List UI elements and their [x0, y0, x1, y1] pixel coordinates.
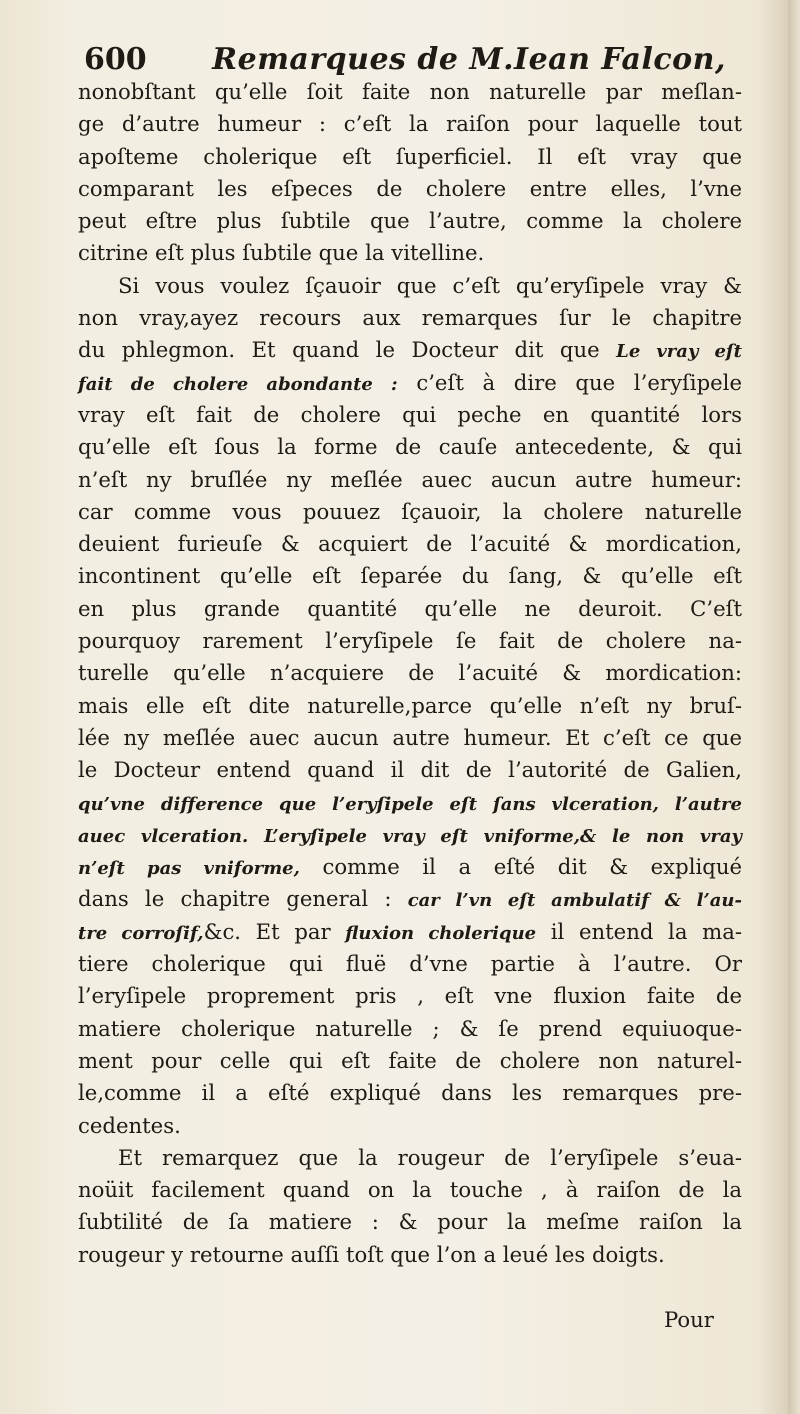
text-segment: mais elle eſt dite naturelle,parce qu’elle n’eſt ny bruſ- — [78, 692, 742, 718]
italic-text: fluxion cholerique — [345, 922, 537, 944]
text-segment: c’eſt à dire que l’eryſipele — [397, 369, 742, 395]
text-segment: le Docteur entend quand il dit de l’autorité de Galien, — [78, 757, 742, 783]
catchword: Pour — [664, 1307, 714, 1332]
text-line — [78, 560, 742, 592]
text-segment: citrine eſt plus ſubtile que la vitelline. — [78, 240, 485, 266]
text-line — [78, 431, 742, 463]
text-segment: l’eryſipele proprement pris , eſt vne fluxion faite de — [78, 983, 742, 1009]
text-line — [78, 657, 742, 689]
text-segment: n’eſt ny bruſlée ny meſlée auec aucun autre humeur: — [78, 466, 742, 492]
text-line — [78, 205, 742, 237]
text-segment: rougeur y retourne auſſi toſt que l’on a leué les doigts. — [78, 1241, 665, 1267]
text-line — [78, 141, 742, 173]
running-title: Remarques de M.Iean Falcon, — [212, 42, 726, 77]
text-segment: ment pour celle qui eſt faite de cholere non naturel- — [78, 1047, 742, 1073]
page-edge — [788, 0, 800, 1414]
body-text — [78, 76, 742, 1271]
italic-text: car l’vn eſt ambulatif & l’au- — [407, 890, 742, 912]
text-segment: ge d’autre humeur : c’eſt la raiſon pour laquelle tout — [78, 111, 742, 137]
text-line — [78, 1206, 742, 1238]
text-line — [78, 1013, 742, 1045]
text-line — [78, 722, 742, 754]
text-segment: du phlegmon. Et quand le Docteur dit que — [78, 337, 617, 363]
text-line — [78, 819, 742, 851]
page-number: 600 — [84, 42, 147, 77]
text-segment: ſubtilité de ſa matiere : & pour la meſme raiſon la — [78, 1209, 742, 1235]
text-segment: comparant les eſpeces de cholere entre elles, l’vne — [78, 175, 742, 201]
text-line — [78, 237, 742, 269]
text-segment: pourquoy rarement l’eryſipele ſe fait de cholere na- — [78, 628, 742, 654]
text-line — [78, 1174, 742, 1206]
text-line — [78, 1239, 742, 1271]
text-line — [78, 76, 742, 108]
italic-text: fait de cholere abondante : — [78, 373, 398, 395]
text-line — [78, 593, 742, 625]
text-segment: &c. Et par — [203, 918, 346, 944]
text-line — [78, 625, 742, 657]
text-segment: il entend la ma- — [536, 918, 742, 944]
italic-text: n’eſt pas vniforme, — [78, 858, 300, 880]
text-line — [78, 1110, 742, 1142]
text-line — [78, 980, 742, 1012]
italic-text: tre corroſif, — [78, 922, 204, 944]
text-line — [78, 496, 742, 528]
text-segment: incontinent qu’elle eſt ſeparée du ſang, & qu’elle eſt — [78, 563, 742, 589]
text-segment: comme il a eſté dit & expliqué — [299, 854, 742, 880]
text-segment: nonobſtant qu’elle ſoit faite non naturelle par meſlan- — [78, 79, 742, 104]
italic-text: Le vray eſt — [616, 341, 742, 363]
text-line — [78, 754, 742, 786]
text-segment: turelle qu’elle n’acquiere de l’acuité & mordication: — [78, 660, 742, 686]
text-line — [78, 270, 742, 302]
text-segment: vray eſt fait de cholere qui peche en quantité lors — [78, 401, 742, 427]
text-line — [78, 334, 742, 366]
text-line — [78, 1045, 742, 1077]
text-segment: matiere cholerique naturelle ; & ſe prend equiuoque- — [78, 1015, 742, 1041]
text-line — [78, 851, 742, 883]
text-line — [78, 787, 742, 819]
text-segment: en plus grande quantité qu’elle ne deuroit. C’eſt — [78, 595, 742, 621]
text-line — [78, 883, 742, 915]
text-segment: deuient furieuſe & acquiert de l’acuité & mordication, — [78, 531, 742, 557]
text-line — [78, 528, 742, 560]
text-line — [78, 690, 742, 722]
text-segment: qu’elle eſt ſous la forme de cauſe antecedente, & qui — [78, 434, 742, 460]
text-line — [78, 464, 742, 496]
text-segment: dans le chapitre general : — [78, 886, 408, 912]
text-line — [78, 367, 742, 399]
text-line — [78, 948, 742, 980]
text-segment: cedentes. — [78, 1112, 181, 1138]
text-line — [78, 302, 742, 334]
text-line — [78, 108, 742, 140]
text-segment: car comme vous pouuez ſçauoir, la cholere naturelle — [78, 498, 742, 524]
text-segment: lée ny meſlée auec aucun autre humeur. Et c’eſt ce que — [78, 724, 742, 750]
text-segment: Si vous voulez ſçauoir que c’eſt qu’eryſipele vray & — [118, 272, 742, 298]
italic-text: qu’vne difference que l’eryſipele eſt ſans vlceration, l’autre — [78, 793, 742, 815]
text-line — [78, 399, 742, 431]
text-line — [78, 916, 742, 948]
text-line — [78, 173, 742, 205]
text-line — [78, 1077, 742, 1109]
text-segment: le,comme il a eſté expliqué dans les remarques pre- — [78, 1080, 742, 1106]
text-segment: Et remarquez que la rougeur de l’eryſipele s’eua- — [118, 1144, 742, 1170]
text-line — [78, 1142, 742, 1174]
text-segment: noüit facilement quand on la touche , à raiſon de la — [78, 1177, 742, 1203]
text-segment: non vray,ayez recours aux remarques ſur le chapitre — [78, 305, 742, 331]
text-segment: peut eſtre plus ſubtile que l’autre, comme la cholere — [78, 208, 742, 234]
text-segment: apoſteme cholerique eſt ſuperficiel. Il eſt vray que — [78, 143, 742, 169]
text-segment: tiere cholerique qui fluë d’vne partie à l’autre. Or — [78, 951, 742, 977]
italic-text: auec vlceration. L’eryſipele vray eſt vniforme,& le non vray — [78, 825, 742, 847]
